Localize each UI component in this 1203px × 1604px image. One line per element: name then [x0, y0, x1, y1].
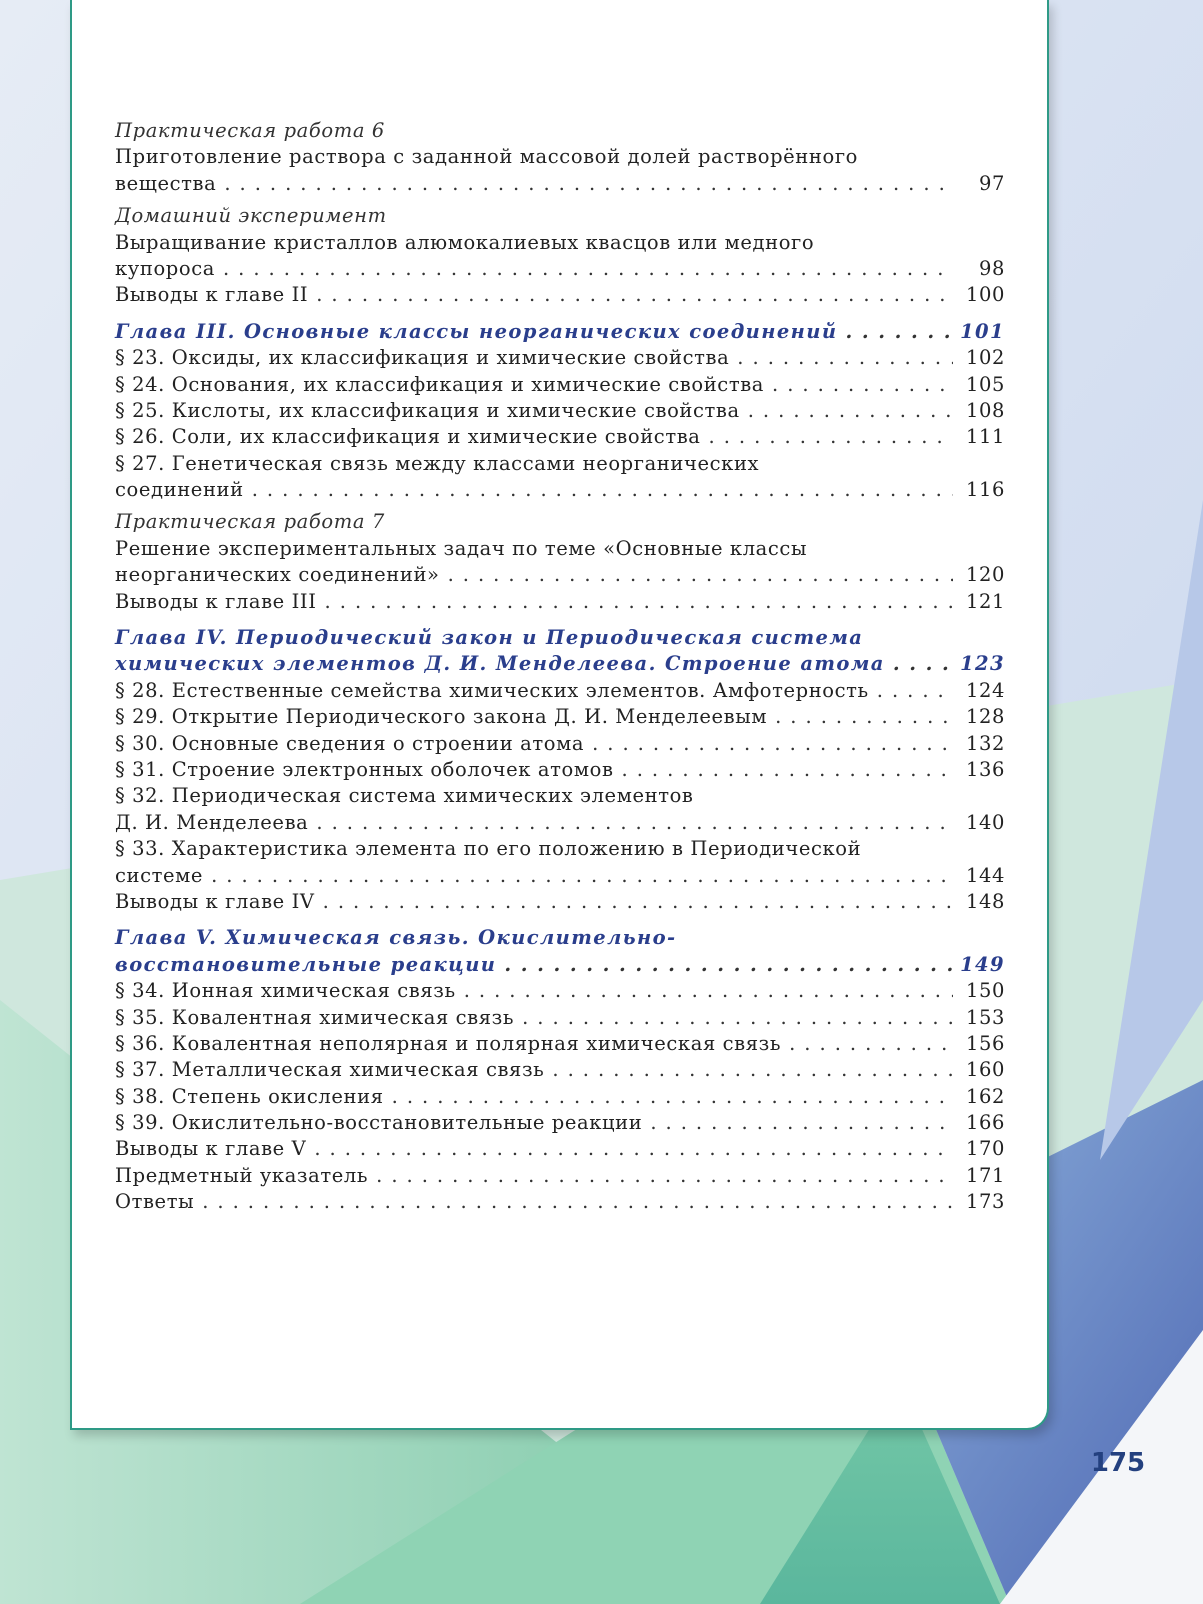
- toc-entry-s24: § 24. Основания, их классификация и химические свойства . . . 105: [115, 372, 1005, 398]
- toc-chapter-5: восстановительные реакции . . . 149: [115, 952, 1005, 978]
- toc-entry-s26: § 26. Соли, их классификация и химические свойства . . . 111: [115, 424, 1005, 450]
- toc-page-number: 124: [965, 678, 1005, 702]
- toc-entry: купороса . . . 98: [115, 256, 1005, 282]
- toc-page-number: 101: [960, 319, 1005, 343]
- toc-page-number: 150: [965, 979, 1005, 1003]
- toc-chapter-3: Глава III. Основные классы неорганических соединений . . . 101: [115, 319, 1005, 345]
- toc-page-number: 171: [965, 1163, 1005, 1187]
- toc-page-number: 166: [965, 1111, 1005, 1135]
- toc-entry-line: § 32. Периодическая система химических элементов: [115, 784, 694, 808]
- toc-page-number: 160: [965, 1058, 1005, 1082]
- toc-entry-s38: § 38. Степень окисления . . . 162: [115, 1084, 1005, 1110]
- toc-entry: неорганических соединений» . . . 120: [115, 562, 1005, 588]
- toc-entry-s30: § 30. Основные сведения о строении атома . . . 132: [115, 731, 1005, 757]
- toc-entry-s29: § 29. Открытие Периодического закона Д. И. Менделеевым . . . 128: [115, 704, 1005, 730]
- toc-chapter-5-line: Глава V. Химическая связь. Окислительно-: [115, 926, 677, 950]
- toc-page-number: 132: [965, 731, 1005, 755]
- toc-page-number: 98: [978, 256, 1005, 280]
- toc-label-practical-6: Практическая работа 6: [115, 119, 385, 142]
- toc-page-number: 173: [965, 1190, 1005, 1214]
- toc-entry-conclusions-4: Выводы к главе IV . . . 148: [115, 889, 1005, 915]
- toc-page-number: 111: [965, 425, 1005, 449]
- toc-label-home-experiment: Домашний эксперимент: [115, 204, 387, 228]
- toc-entry-s31: § 31. Строение электронных оболочек атомов . . . 136: [115, 757, 1005, 783]
- toc-page-number: 170: [965, 1137, 1005, 1161]
- toc-page-number: 128: [965, 705, 1005, 729]
- toc-page-number: 148: [965, 889, 1005, 913]
- page-number: 175: [1090, 1448, 1146, 1478]
- toc-page-number: 105: [965, 372, 1005, 396]
- toc-entry-line: § 27. Генетическая связь между классами неорганических: [115, 451, 760, 475]
- toc-entry-s23: § 23. Оксиды, их классификация и химические свойства . . . 102: [115, 345, 1005, 371]
- toc-page-number: 97: [978, 171, 1005, 195]
- toc-entry-line: Решение экспериментальных задач по теме «Основные классы: [115, 536, 808, 560]
- toc-entry-line: § 33. Характеристика элемента по его положению в Периодической: [115, 837, 862, 861]
- table-of-contents: [115, 118, 1005, 1216]
- toc-entry-conclusions-3: Выводы к главе III . . . 121: [115, 589, 1005, 615]
- toc-entry-line: Приготовление раствора с заданной массовой долей растворённого: [115, 145, 858, 169]
- toc-entry: вещества . . . 97: [115, 171, 1005, 197]
- toc-page-number: 156: [965, 1031, 1005, 1055]
- toc-entry-s32: Д. И. Менделеева . . . 140: [115, 810, 1005, 836]
- toc-page-number: 136: [965, 757, 1005, 781]
- toc-entry-line: Выращивание кристаллов алюмокалиевых квасцов или медного: [115, 230, 815, 254]
- toc-chapter-4-line: Глава IV. Периодический закон и Периодическая система: [115, 626, 864, 650]
- toc-chapter-4: химических элементов Д. И. Менделеева. Строение атома . . . 123: [115, 651, 1005, 677]
- toc-entry-conclusions-2: Выводы к главе II . . . 100: [115, 282, 1005, 308]
- toc-page-number: 102: [965, 346, 1005, 370]
- toc-page-number: 100: [965, 283, 1005, 307]
- toc-entry-conclusions-5: Выводы к главе V . . . 170: [115, 1136, 1005, 1162]
- toc-entry-subject-index: Предметный указатель . . . 171: [115, 1163, 1005, 1189]
- toc-label-practical-7: Практическая работа 7: [115, 510, 385, 534]
- toc-page-number: 162: [965, 1084, 1005, 1108]
- toc-entry-s39: § 39. Окислительно-восстановительные реакции . . . 166: [115, 1110, 1005, 1136]
- toc-entry-s34: § 34. Ионная химическая связь . . . 150: [115, 978, 1005, 1004]
- toc-entry-s36: § 36. Ковалентная неполярная и полярная химическая связь . . . 156: [115, 1031, 1005, 1057]
- content-card: [70, 0, 1049, 1430]
- toc-page-number: 153: [965, 1005, 1005, 1029]
- toc-entry-s37: § 37. Металлическая химическая связь . . . 160: [115, 1057, 1005, 1083]
- toc-entry-s27: соединений . . . 116: [115, 477, 1005, 503]
- toc-page-number: 149: [960, 952, 1005, 976]
- toc-page-number: 120: [965, 563, 1005, 587]
- toc-page-number: 144: [965, 863, 1005, 887]
- toc-page-number: 123: [960, 652, 1005, 676]
- toc-page-number: 108: [965, 398, 1005, 422]
- toc-page-number: 140: [965, 810, 1005, 834]
- toc-entry-answers: Ответы . . . 173: [115, 1189, 1005, 1215]
- toc-entry-s25: § 25. Кислоты, их классификация и химические свойства . . . 108: [115, 398, 1005, 424]
- toc-entry-s28: § 28. Естественные семейства химических элементов. Амфотерность . . . 124: [115, 678, 1005, 704]
- toc-entry-s35: § 35. Ковалентная химическая связь . . . 153: [115, 1005, 1005, 1031]
- toc-entry-s33: системе . . . 144: [115, 863, 1005, 889]
- toc-page-number: 116: [965, 478, 1005, 502]
- toc-page-number: 121: [965, 589, 1005, 613]
